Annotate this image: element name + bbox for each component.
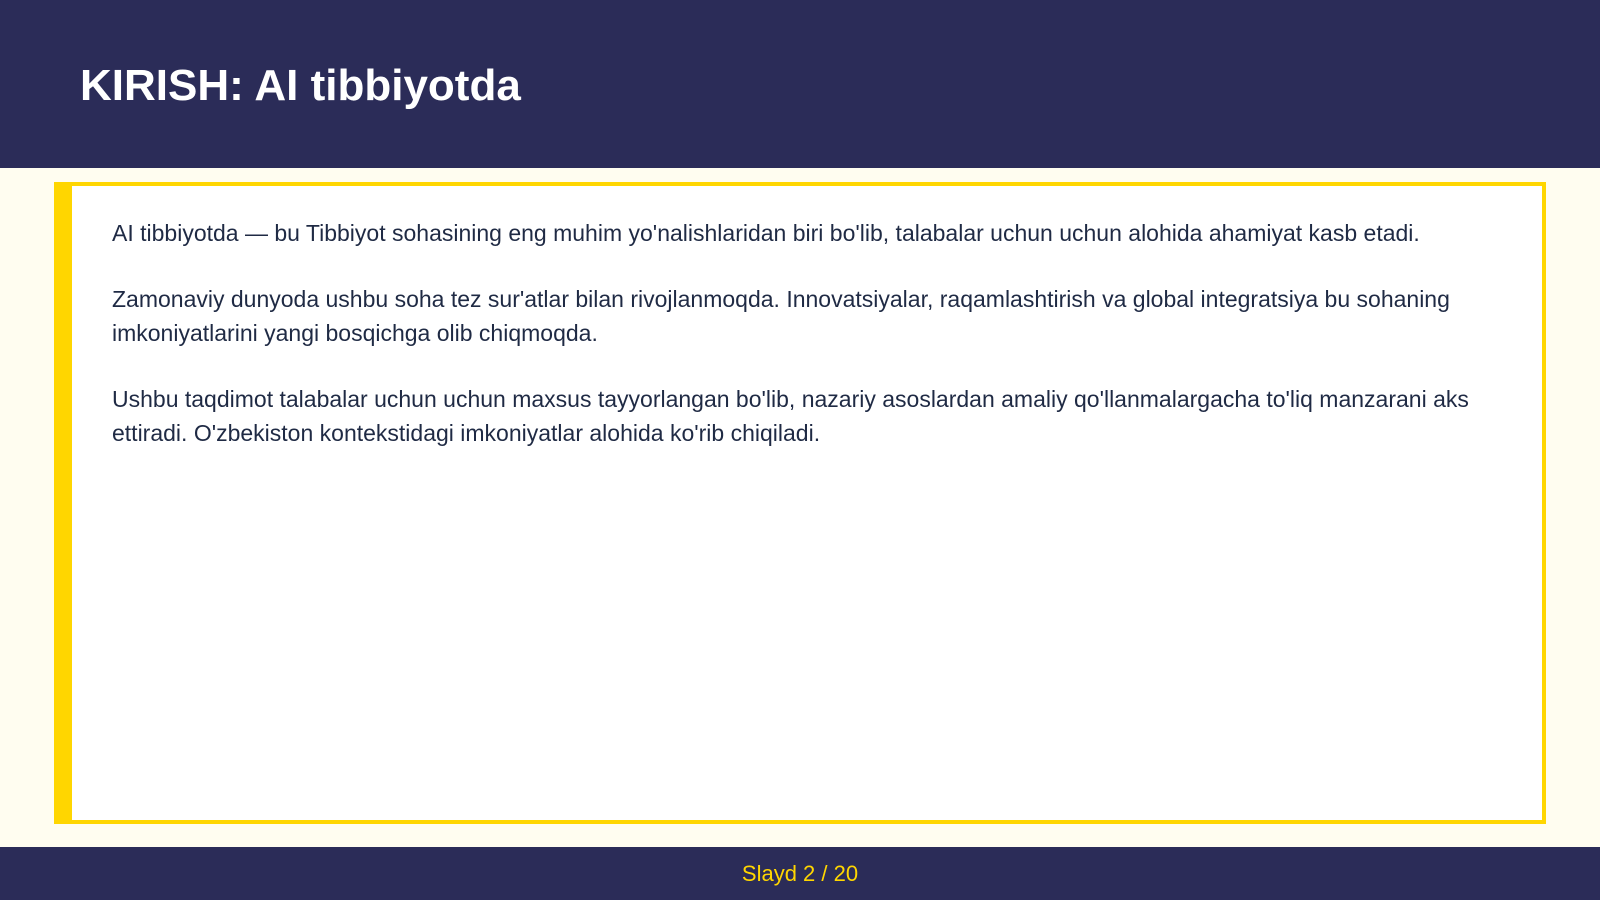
intro-paragraph-1: AI tibbiyotda — bu Tibbiyot sohasining eng muhim yo'nalishlaridan biri bo'lib, talabalar uchun uchun alohida ahamiyat kasb etadi. xyxy=(112,220,1420,246)
content-text-area xyxy=(112,216,1512,482)
intro-paragraph-2: Zamonaviy dunyoda ushbu soha tez sur'atlar bilan rivojlanmoqda. Innovatsiyalar, raqamlashtirish va global integratsiya bu sohaning imkoniyatlarini yangi bosqichga olib chiqmoqda. xyxy=(112,286,1450,346)
content-card xyxy=(54,182,1546,824)
slide-header xyxy=(0,0,1600,168)
slide-counter: Slayd 2 / 20 xyxy=(741,861,859,886)
intro-paragraph-3: Ushbu taqdimot talabalar uchun uchun maxsus tayyorlangan bo'lib, nazariy asoslardan amaliy qo'llanmalargacha to'liq manzarani aks ettiradi. O'zbekiston kontekstidagi imkoniyatlar alohida ko'rib chiqiladi. xyxy=(112,386,1469,446)
slide-title: KIRISH: AI tibbiyotda xyxy=(80,61,521,110)
slide-footer xyxy=(0,847,1600,900)
